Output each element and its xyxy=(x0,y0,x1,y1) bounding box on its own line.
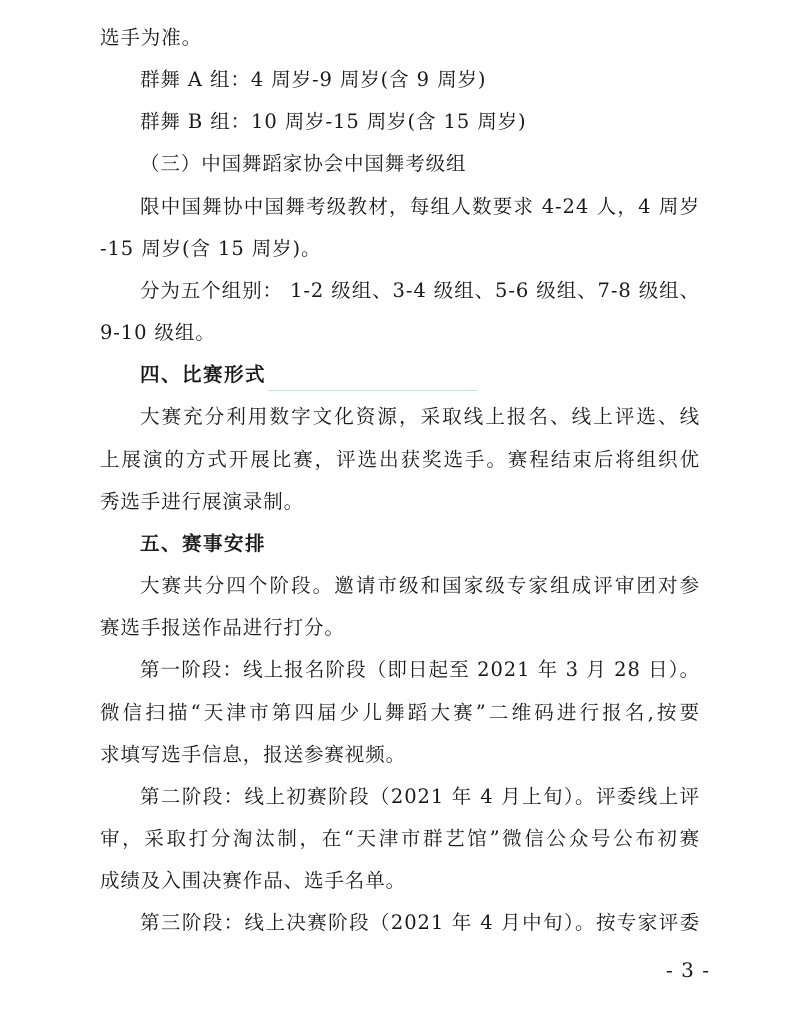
text-line: 求填写选手信息，报送参赛视频。 xyxy=(100,743,407,766)
section-subheading: （三）中国舞蹈家协会中国舞考级组 xyxy=(140,152,467,175)
text-line: 秀选手进行展演录制。 xyxy=(100,490,305,513)
text-line: 赛选手报送作品进行打分。 xyxy=(100,616,345,639)
text-line: 限中国舞协中国舞考级教材，每组人数要求 4-24 人，4 周岁 xyxy=(140,195,700,218)
text-line: 群舞 B 组：10 周岁-15 周岁(含 15 周岁) xyxy=(140,110,527,133)
text-line: 分为五个组别： 1-2 级组、3-4 级组、5-6 级组、7-8 级组、 xyxy=(140,279,700,302)
text-line: 大赛充分利用数字文化资源，采取线上报名、线上评选、线 xyxy=(140,405,700,428)
section-heading: 四、比赛形式 xyxy=(140,363,267,386)
text-line: -15 周岁(含 15 周岁)。 xyxy=(100,237,322,260)
text-line: 大赛共分四个阶段。邀请市级和国家级专家组成评审团对参 xyxy=(140,574,700,597)
text-line: 第三阶段：线上决赛阶段（2021 年 4 月中旬）。按专家评委 xyxy=(140,911,700,934)
text-line: 选手为准。 xyxy=(100,26,203,49)
scan-mark xyxy=(268,390,478,391)
page-number: - 3 - xyxy=(666,958,710,982)
text-line: 9-10 级组。 xyxy=(100,321,216,344)
text-line: 成绩及入围决赛作品、选手名单。 xyxy=(100,869,407,892)
text-line: 上展演的方式开展比赛，评选出获奖选手。赛程结束后将组织优 xyxy=(100,448,700,471)
text-line: 微信扫描“天津市第四届少儿舞蹈大赛”二维码进行报名,按要 xyxy=(100,701,700,724)
text-line: 审，采取打分淘汰制，在“天津市群艺馆”微信公众号公布初赛 xyxy=(100,827,700,850)
text-line: 第二阶段：线上初赛阶段（2021 年 4 月上旬）。评委线上评 xyxy=(140,785,700,808)
section-heading: 五、赛事安排 xyxy=(140,532,267,555)
text-line: 群舞 A 组：4 周岁-9 周岁(含 9 周岁) xyxy=(140,68,487,91)
text-line: 第一阶段：线上报名阶段（即日起至 2021 年 3 月 28 日）。 xyxy=(140,658,700,681)
